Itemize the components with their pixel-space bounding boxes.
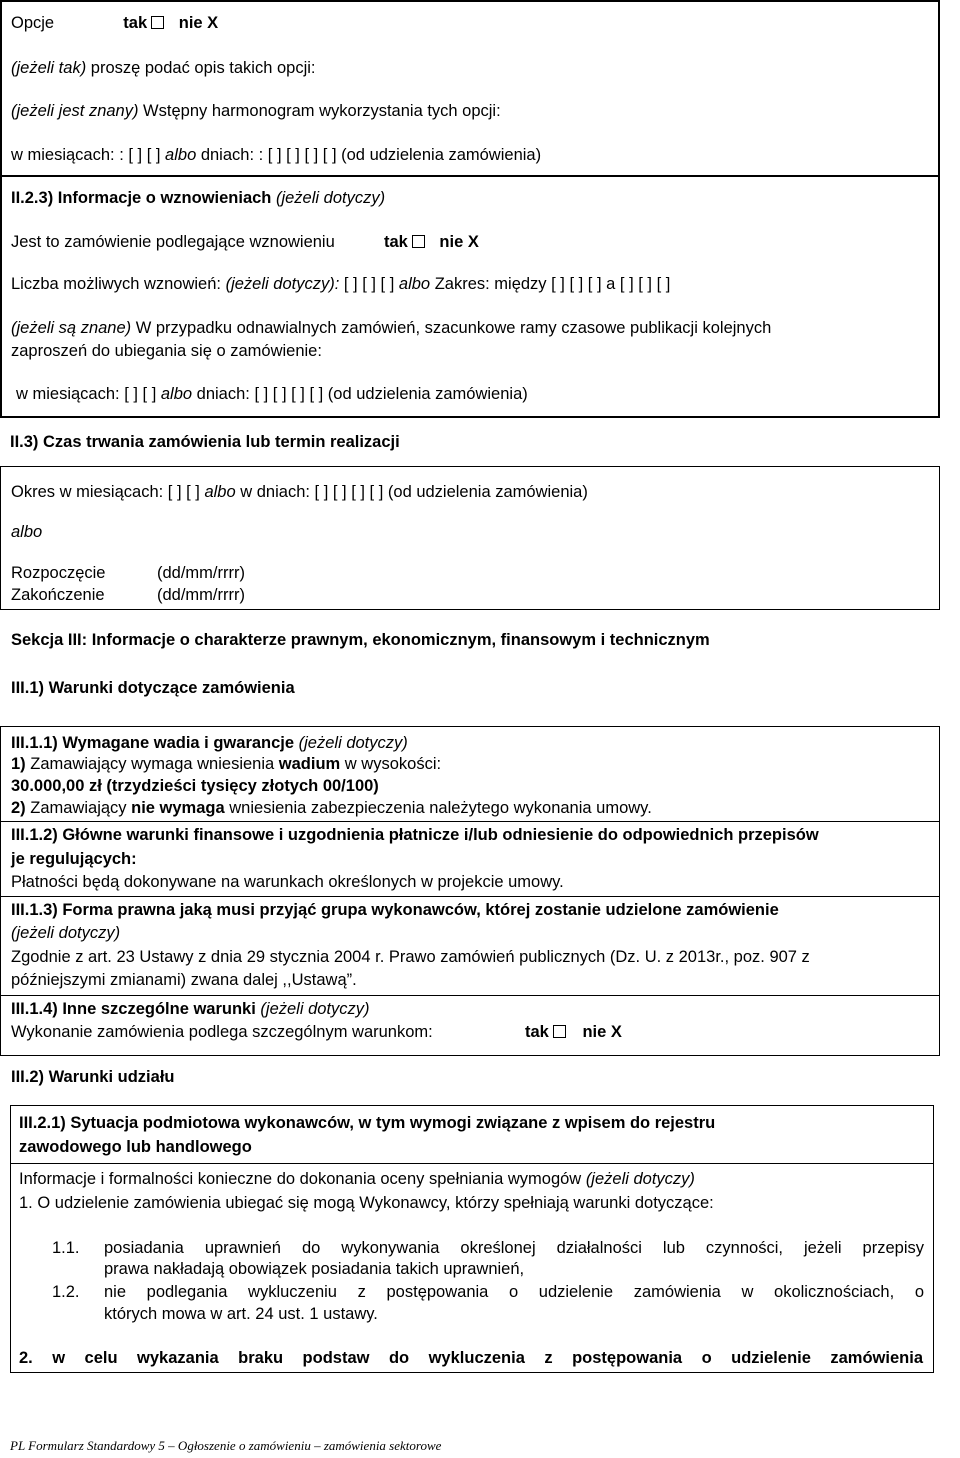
item-1: 1. O udzielenie zamówienia ubiegać się mogą Wykonawcy, którzy spełniają warunki dotyczące: xyxy=(19,1194,714,1212)
options-description: (jeżeli tak) proszę podać opis takich opcji: xyxy=(11,59,316,77)
item-1-2-number: 1.2. xyxy=(52,1283,80,1301)
renewals-months: w miesiącach: [ ] [ ] albo dniach: [ ] [ ] [ ] [ ] (od udzielenia zamówienia) xyxy=(16,385,528,403)
conditions-divider-1 xyxy=(0,821,940,822)
options-row: Opcje tak nie X xyxy=(11,14,219,32)
renewals-known-line2: zaproszeń do ubiegania się o zamówienie: xyxy=(11,342,322,360)
renewals-known: (jeżeli są znane) W przypadku odnawialnych zamówień, szacunkowe ramy czasowe publikacji kolejnych xyxy=(11,319,772,337)
item-1-2-text-line2: których mowa w art. 24 ust. 1 ustawy. xyxy=(104,1305,378,1323)
conditions-divider-2 xyxy=(0,896,940,897)
renewals-yes-checkbox[interactable] xyxy=(412,235,425,248)
deposit-heading: III.1.1) Wymagane wadia i gwarancje (jeżeli dotyczy) xyxy=(11,734,408,752)
legal-heading: III.1.3) Forma prawna jaką musi przyjąć grupa wykonawców, której zostanie udzielone zamówienie xyxy=(11,901,779,919)
other-text: Wykonanie zamówienia podlega szczególnym warunkom: xyxy=(11,1023,433,1041)
deposit-line-3: 2) Zamawiający nie wymaga wniesienia zabezpieczenia należytego wykonania umowy. xyxy=(11,799,652,817)
renewals-count: Liczba możliwych wznowień: (jeżeli dotyczy): [ ] [ ] [ ] albo Zakres: między [ ] [ ] [ ] a [ ] [ ] [ ] xyxy=(11,275,671,293)
situation-heading: III.2.1) Sytuacja podmiotowa wykonawców, w tym wymogi związane z wpisem do rejestru xyxy=(19,1114,716,1132)
section3-title: Sekcja III: Informacje o charakterze prawnym, ekonomicznym, finansowym i technicznym xyxy=(11,631,710,649)
participation-divider xyxy=(10,1163,934,1164)
situation-heading-line2: zawodowego lub handlowego xyxy=(19,1138,252,1156)
options-months: w miesiącach: : [ ] [ ] albo dniach: : [ ] [ ] [ ] [ ] (od udzielenia zamówienia) xyxy=(11,146,542,164)
legal-text: Zgodnie z art. 23 Ustawy z dnia 29 stycznia 2004 r. Prawo zamówień publicznych (Dz. U. z 2013r., poz. 907 z xyxy=(11,948,810,966)
options-schedule: (jeżeli jest znany) Wstępny harmonogram wykorzystania tych opcji: xyxy=(11,102,501,120)
legal-italic: (jeżeli dotyczy) xyxy=(11,924,121,942)
deposit-line-1: 1) Zamawiający wymaga wniesienia wadium w wysokości: xyxy=(11,755,442,773)
conditions-heading: III.1) Warunki dotyczące zamówienia xyxy=(11,679,295,697)
finance-text: Płatności będą dokonywane na warunkach określonych w projekcie umowy. xyxy=(11,873,564,891)
duration-end-value: (dd/mm/rrrr) xyxy=(157,586,245,604)
finance-heading: III.1.2) Główne warunki finansowe i uzgodnienia płatnicze i/lub odniesienie do odpowiednich przepisów xyxy=(11,826,819,844)
renewals-subject: Jest to zamówienie podlegające wznowieniu tak nie X xyxy=(11,233,479,251)
renewals-heading: II.2.3) Informacje o wznowieniach (jeżeli dotyczy) xyxy=(11,189,386,207)
item-2: 2. w celu wykazania braku podstaw do wykluczenia z postępowania o udzielenie zamówienia xyxy=(19,1349,923,1367)
item-1-1-number: 1.1. xyxy=(52,1239,80,1257)
info-text: Informacje i formalności konieczne do dokonania oceny spełniania wymogów (jeżeli dotyczy) xyxy=(19,1170,695,1188)
options-divider xyxy=(0,175,940,177)
item-1-2-text: nie podlegania wykluczeniu z postępowania o udzielenie zamówienia w okolicznościach, o xyxy=(104,1283,924,1301)
finance-heading-line2: je regulujących: xyxy=(11,850,137,868)
duration-period: Okres w miesiącach: [ ] [ ] albo w dniach: [ ] [ ] [ ] [ ] (od udzielenia zamówienia) xyxy=(11,483,588,501)
participation-heading: III.2) Warunki udziału xyxy=(11,1068,175,1086)
duration-start-value: (dd/mm/rrrr) xyxy=(157,564,245,582)
conditions-divider-3 xyxy=(0,995,940,996)
other-heading: III.1.4) Inne szczególne warunki (jeżeli dotyczy) xyxy=(11,1000,370,1018)
other-choice: tak nie X xyxy=(525,1023,622,1041)
duration-end-label: Zakończenie xyxy=(11,586,105,604)
other-yes-checkbox[interactable] xyxy=(553,1025,566,1038)
item-1-1-text: posiadania uprawnień do wykonywania określonej działalności lub czynności, jeżeli przepisy xyxy=(104,1239,924,1257)
item-1-1-text-line2: prawa nakładają obowiązek posiadania takich uprawnień, xyxy=(104,1260,525,1278)
deposit-amount: 30.000,00 zł (trzydzieści tysięcy złotych 00/100) xyxy=(11,777,379,795)
duration-start-label: Rozpoczęcie xyxy=(11,564,106,582)
duration-heading: II.3) Czas trwania zamówienia lub termin realizacji xyxy=(10,433,400,451)
page-footer: PL Formularz Standardowy 5 – Ogłoszenie o zamówieniu – zamówienia sektorowe xyxy=(10,1438,442,1453)
legal-text-line2: późniejszymi zmianami) zwana dalej ,,Ustawą”. xyxy=(11,971,357,989)
options-yes-checkbox[interactable] xyxy=(151,16,164,29)
duration-albo: albo xyxy=(11,523,43,541)
